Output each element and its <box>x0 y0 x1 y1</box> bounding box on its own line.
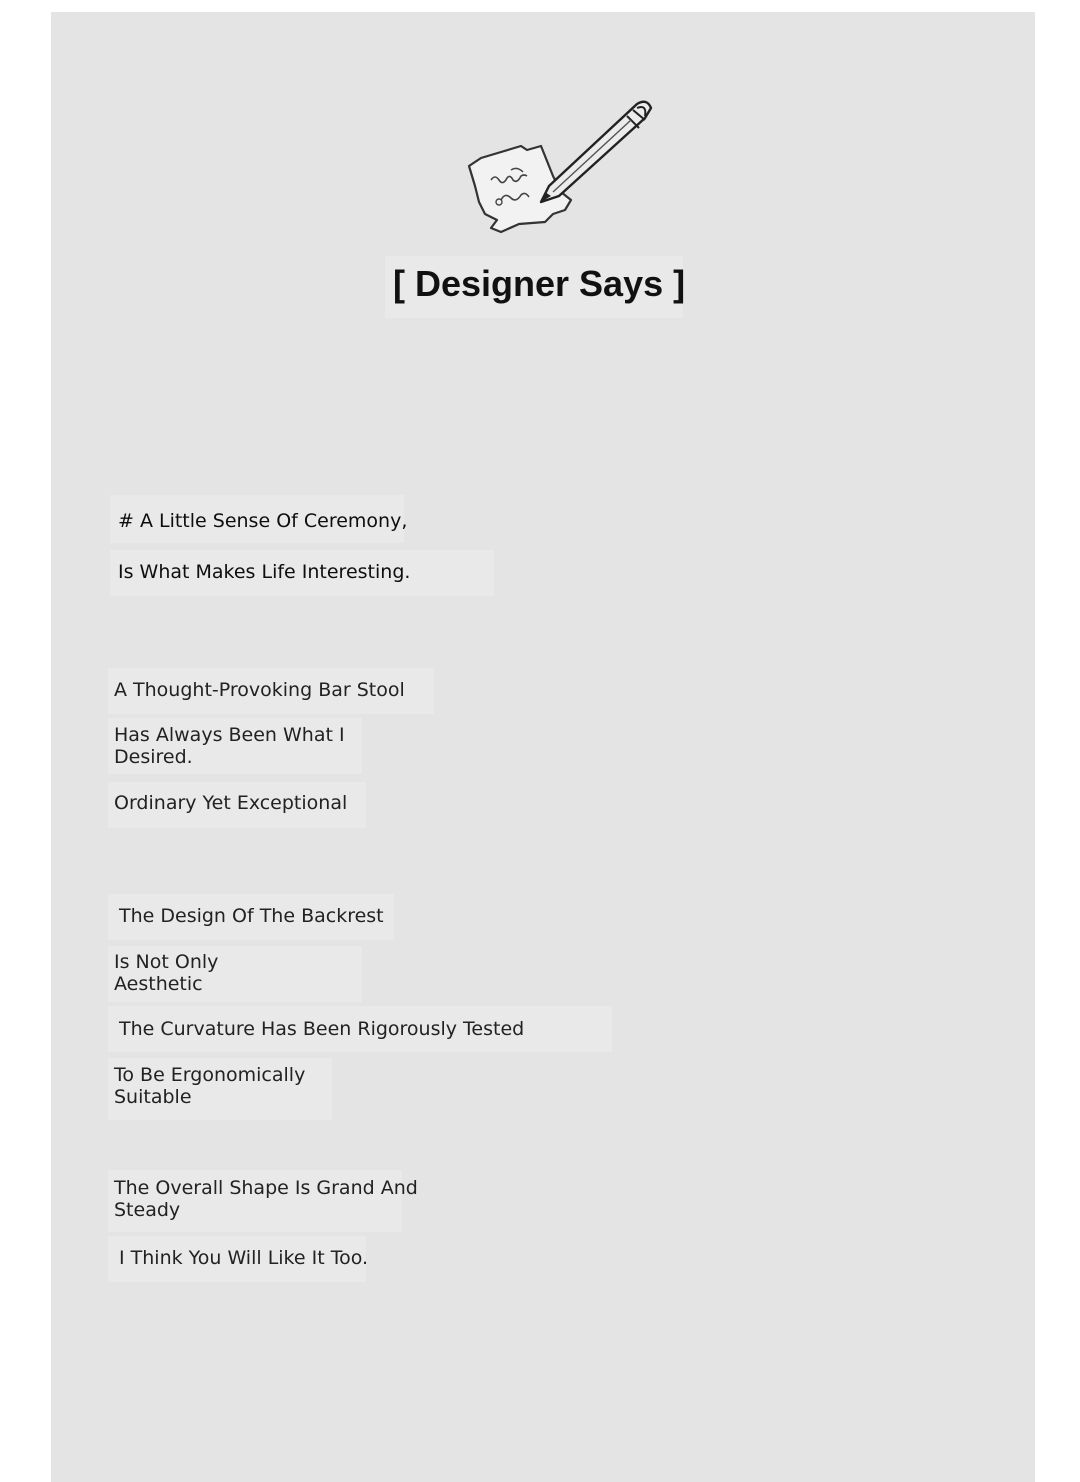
paragraph-3-line-2: I Think You Will Like It Too. <box>119 1247 369 1269</box>
page-title: [ Designer Says ] <box>385 256 683 318</box>
paragraph-2-line-4a: To Be Ergonomically <box>114 1064 306 1086</box>
paragraph-2-line-2a: Is Not Only <box>114 951 219 973</box>
pen-and-note-icon <box>461 96 661 244</box>
quote-line-1: # A Little Sense Of Ceremony, <box>118 510 408 532</box>
paragraph-2-line-4b: Suitable <box>114 1086 192 1108</box>
quote-line-2: Is What Makes Life Interesting. <box>118 561 411 583</box>
page-panel <box>51 12 1035 1482</box>
paragraph-1-line-1: A Thought-Provoking Bar Stool <box>114 679 405 701</box>
paragraph-2-line-1: The Design Of The Backrest <box>119 905 384 927</box>
paragraph-1-line-2b: Desired. <box>114 746 193 768</box>
paragraph-1-line-3: Ordinary Yet Exceptional <box>114 792 348 814</box>
paragraph-1-line-2a: Has Always Been What I <box>114 724 345 746</box>
paragraph-3-line-1b: Steady <box>114 1199 181 1221</box>
paragraph-2-line-3: The Curvature Has Been Rigorously Tested <box>119 1018 525 1040</box>
paragraph-3-line-1a: The Overall Shape Is Grand And <box>114 1177 418 1199</box>
paragraph-2-line-2b: Aesthetic <box>114 973 203 995</box>
